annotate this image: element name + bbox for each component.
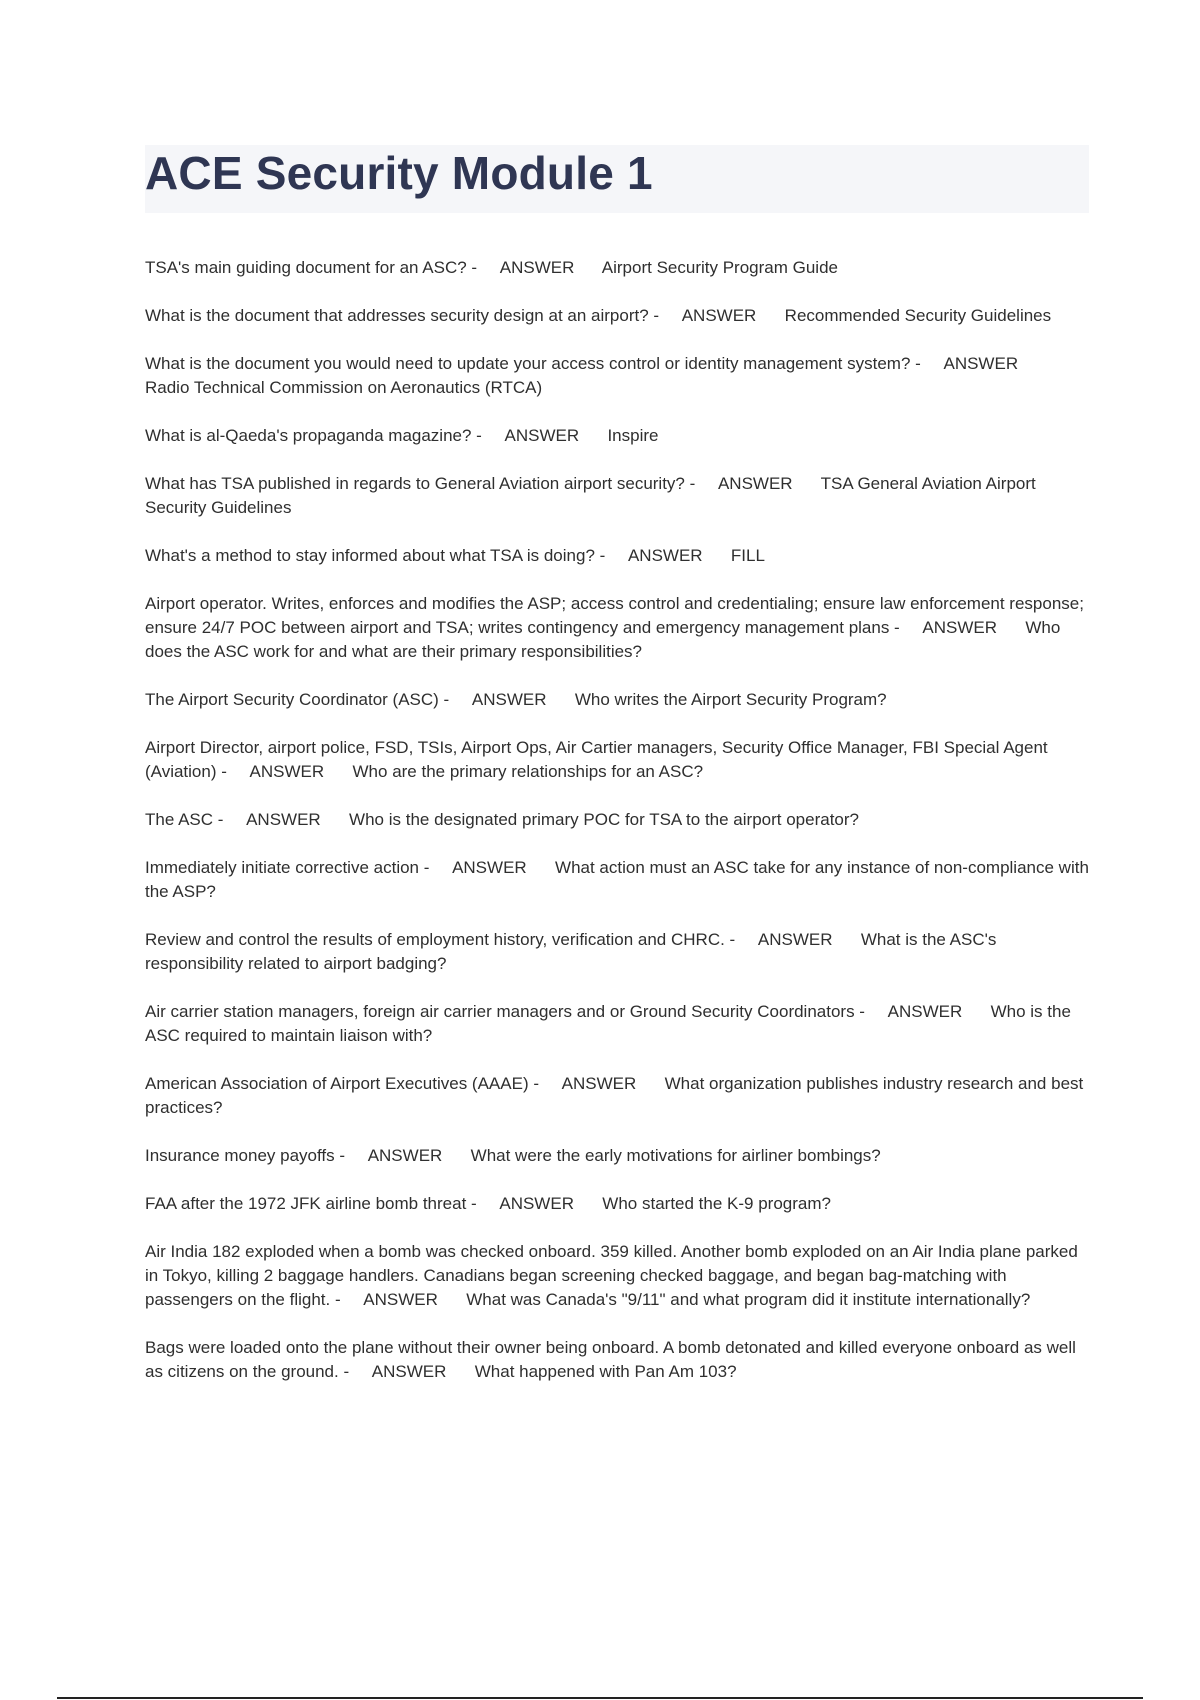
qa-item: Bags were loaded onto the plane without their owner being onboard. A bomb detonated and killed everyone onboard as well as citizens on the ground. - ANSWER What happened with Pan Am 103?: [145, 1338, 1081, 1381]
qa-item: FAA after the 1972 JFK airline bomb threat - ANSWER Who started the K-9 program?: [145, 1194, 831, 1213]
qa-item: The Airport Security Coordinator (ASC) - ANSWER Who writes the Airport Security Program?: [145, 690, 887, 709]
qa-item: Airport operator. Writes, enforces and modifies the ASP; access control and credentialing; ensure law enforcement response; ensure 24/7 POC between airport and TSA; writes contingency and emergency management plans - ANSWER Who does the ASC work for and what are their primary responsibilities?: [145, 594, 1089, 661]
qa-list: [145, 256, 1094, 1408]
qa-item: What's a method to stay informed about what TSA is doing? - ANSWER FILL: [145, 546, 765, 565]
qa-item: The ASC - ANSWER Who is the designated primary POC for TSA to the airport operator?: [145, 810, 859, 829]
qa-item: TSA's main guiding document for an ASC? - ANSWER Airport Security Program Guide: [145, 258, 838, 277]
qa-item: Air carrier station managers, foreign air carrier managers and or Ground Security Coordinators - ANSWER Who is the ASC required to maintain liaison with?: [145, 1002, 1075, 1045]
qa-item: Insurance money payoffs - ANSWER What were the early motivations for airliner bombings?: [145, 1146, 881, 1165]
qa-item: Immediately initiate corrective action - ANSWER What action must an ASC take for any instance of non-compliance with the ASP?: [145, 858, 1094, 901]
footer-divider: [57, 1697, 1143, 1699]
qa-item: Air India 182 exploded when a bomb was checked onboard. 359 killed. Another bomb exploded on an Air India plane parked in Tokyo, killing 2 baggage handlers. Canadians began screening checked baggage, and began bag-matching with passengers on the flight. - ANSWER What was Canada's "9/11" and what program did it institute internationally?: [145, 1242, 1083, 1309]
qa-item: Airport Director, airport police, FSD, TSIs, Airport Ops, Air Cartier managers, Security Office Manager, FBI Special Agent (Aviation) - ANSWER Who are the primary relationships for an ASC?: [145, 738, 1053, 781]
qa-item: What has TSA published in regards to General Aviation airport security? - ANSWER TSA General Aviation Airport Security Guidelines: [145, 474, 1041, 517]
qa-item: What is al-Qaeda's propaganda magazine? - ANSWER Inspire: [145, 426, 659, 445]
qa-item: What is the document you would need to update your access control or identity management system? - ANSWER Radio Technical Commission on Aeronautics (RTCA): [145, 354, 1047, 397]
qa-item: Review and control the results of employment history, verification and CHRC. - ANSWER What is the ASC's responsibility related to airport badging?: [145, 930, 1002, 973]
qa-item: American Association of Airport Executives (AAAE) - ANSWER What organization publishes industry research and best practices?: [145, 1074, 1088, 1117]
page-title: ACE Security Module 1: [145, 147, 653, 199]
qa-item: What is the document that addresses security design at an airport? - ANSWER Recommended Security Guidelines: [145, 306, 1052, 325]
